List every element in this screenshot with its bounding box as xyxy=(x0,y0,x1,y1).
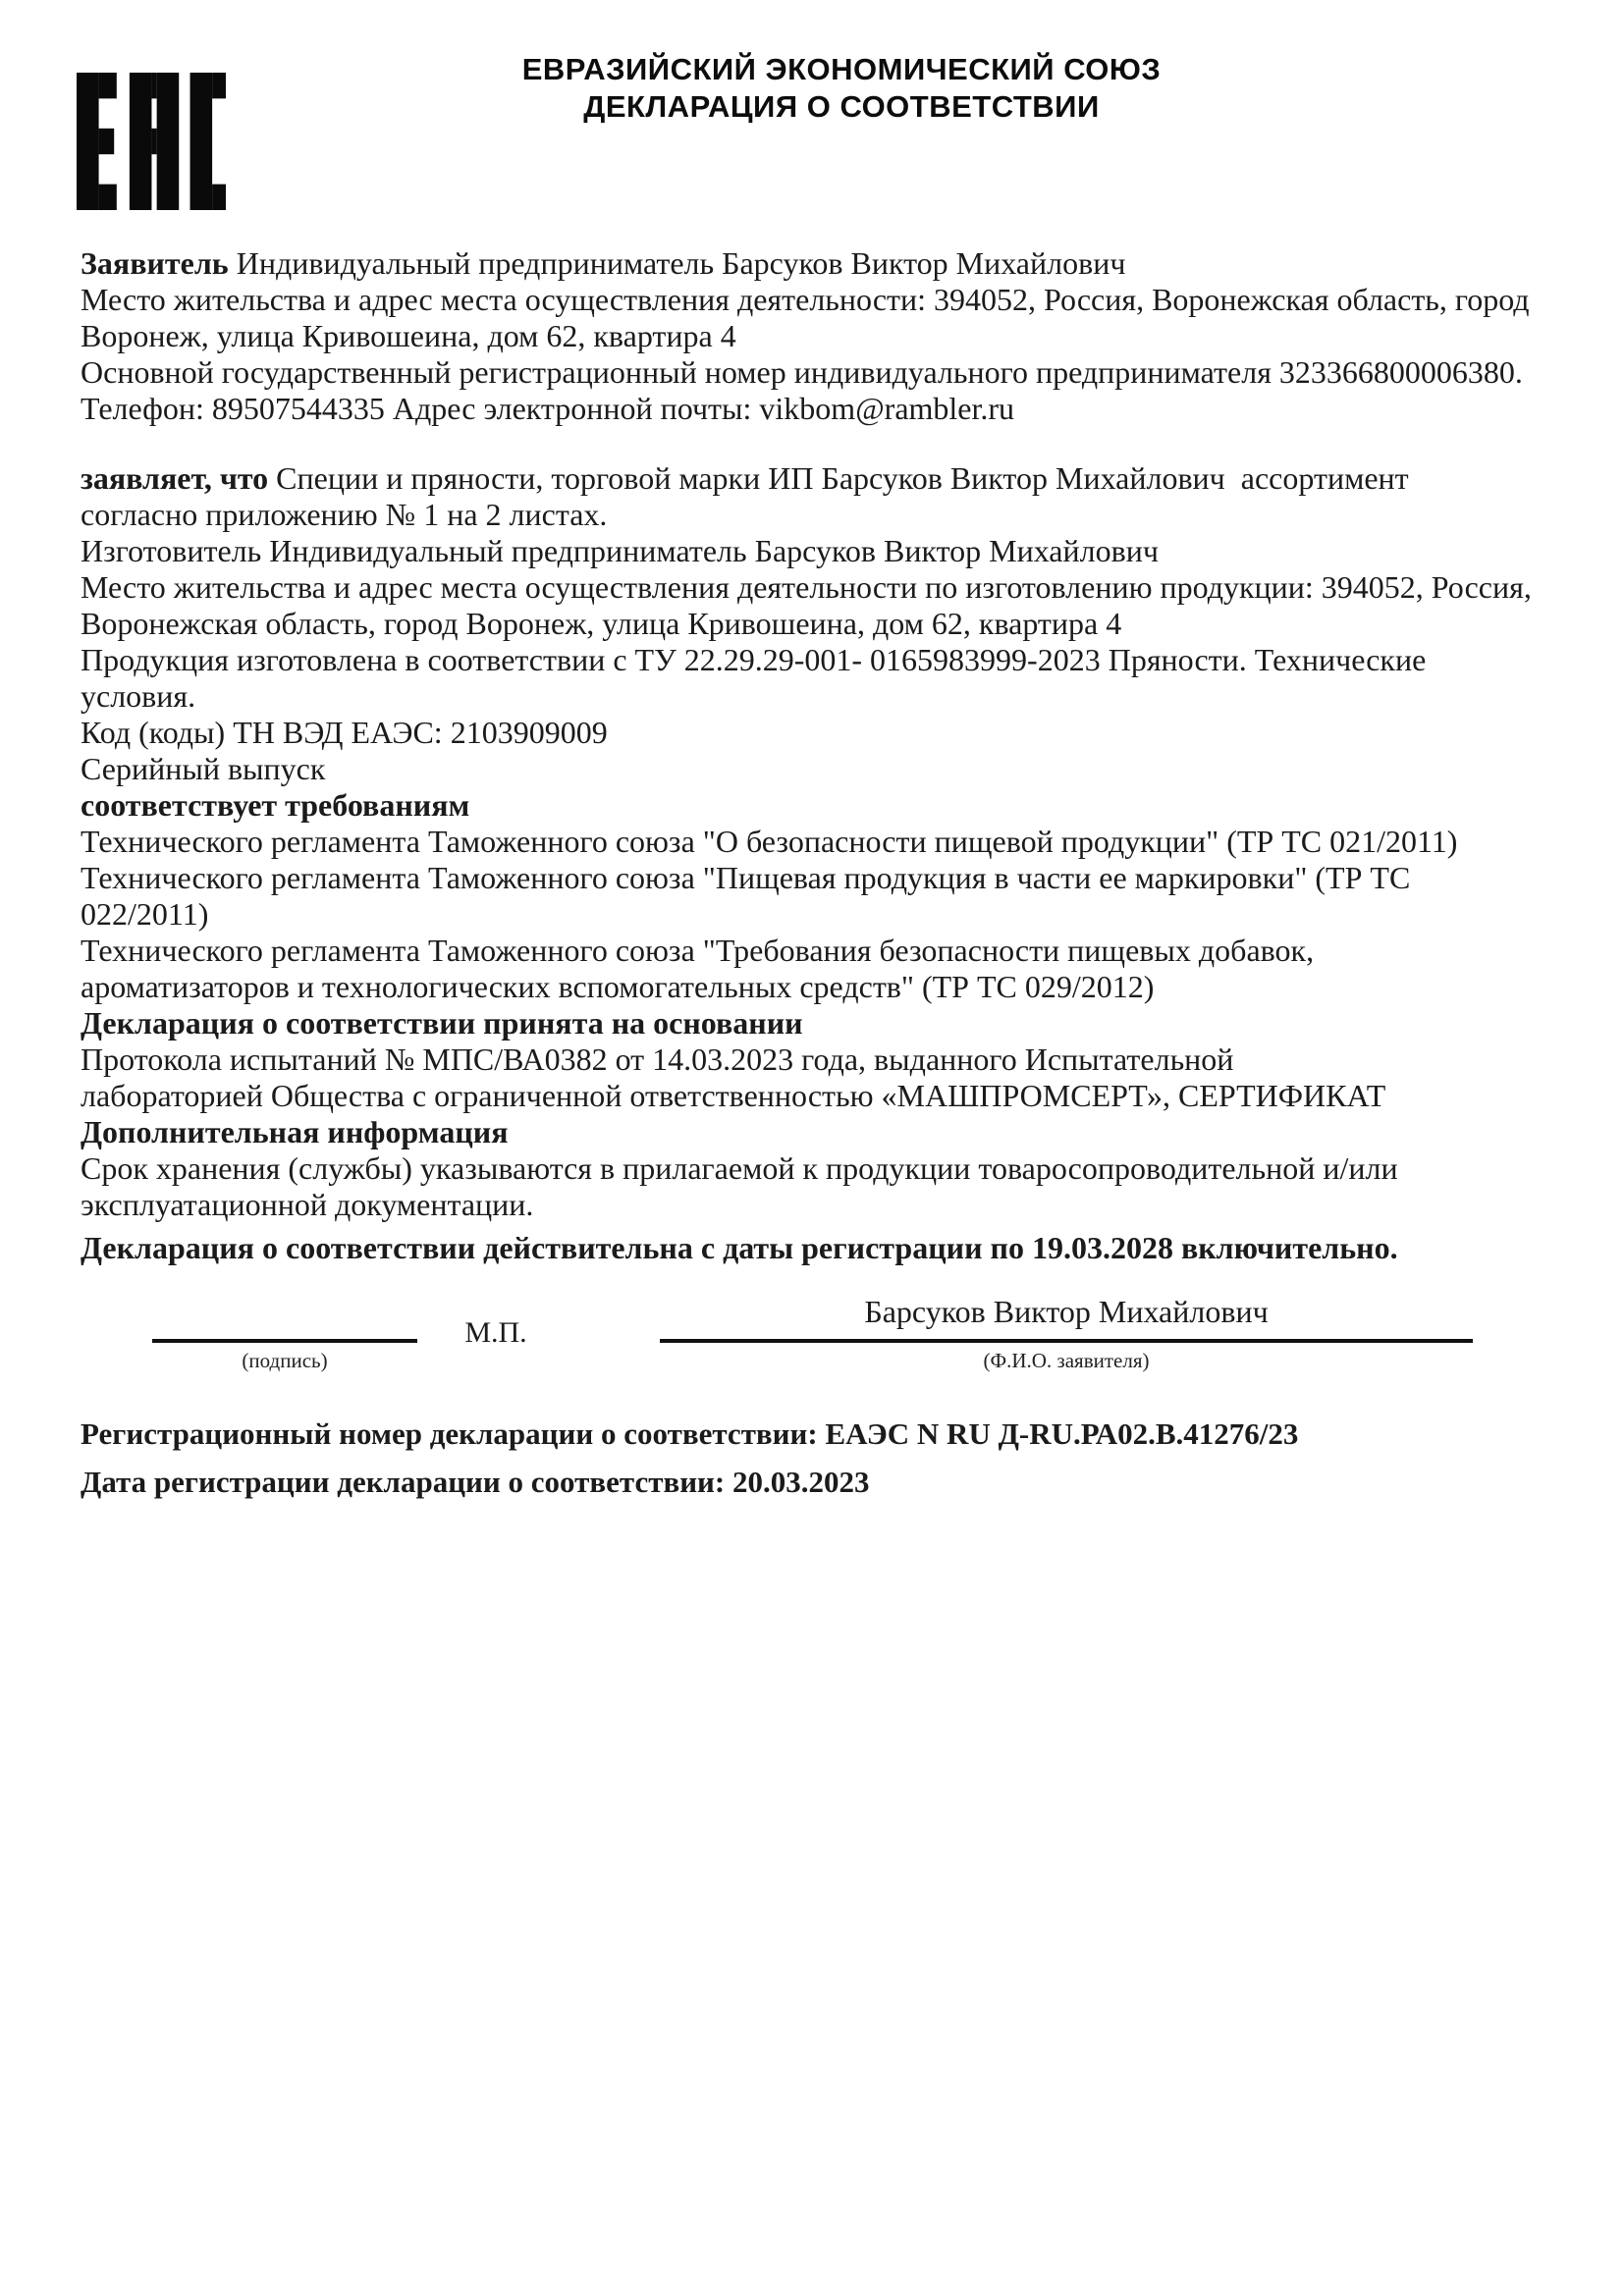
regulation-line-2b: 022/2011) xyxy=(81,896,209,932)
applicant-label: Заявитель xyxy=(81,245,229,281)
registration-date-label: Дата регистрации декларации о соответствии: xyxy=(81,1465,726,1499)
registration-number-line xyxy=(81,1416,1585,1452)
basis-protocol-line-1: Протокола испытаний № МПС/ВА0382 от 14.03.2023 года, выданного Испытательной xyxy=(81,1041,1234,1077)
tu-standard-line-2: условия. xyxy=(81,678,196,714)
eac-logo xyxy=(77,73,226,210)
signature-line xyxy=(152,1339,417,1343)
signer-name-line xyxy=(660,1339,1473,1343)
registration-number-label: Регистрационный номер декларации о соответствии: xyxy=(81,1416,818,1451)
regulation-line-2a: Технического регламента Таможенного союза "Пищевая продукция в части ее маркировки" (ТР ТС xyxy=(81,860,1411,895)
declaration-body-section xyxy=(81,460,1585,1223)
signer-name: Барсуков Виктор Михайлович xyxy=(864,1294,1269,1329)
additional-info-label: Дополнительная информация xyxy=(81,1114,509,1149)
additional-info-line-2: эксплуатационной документации. xyxy=(81,1187,534,1222)
eac-mark-icon xyxy=(77,73,226,210)
tnved-code-line: Код (коды) ТН ВЭД ЕАЭС: 2103909009 xyxy=(81,715,608,750)
applicant-line xyxy=(81,245,1585,282)
product-description: Специи и пряности, торговой марки ИП Барсуков Виктор Михайлович ассортимент xyxy=(276,460,1409,496)
applicant-section xyxy=(81,245,1585,427)
conforms-requirements-label: соответствует требованиям xyxy=(81,787,470,823)
registration-date-value: 20.03.2023 xyxy=(732,1465,870,1499)
stamp-place-label: М.П. xyxy=(464,1316,527,1349)
manufacturer-address-line-1: Место жительства и адрес места осуществления деятельности по изготовлению продукции: 394052, Россия, xyxy=(81,569,1532,605)
title-declaration-line: ДЕКЛАРАЦИЯ О СООТВЕТСТВИИ xyxy=(583,89,1100,124)
applicant-contacts-line: Телефон: 89507544335 Адрес электронной почты: vikbom@rambler.ru xyxy=(81,391,1015,426)
applicant-address-line-1: Место жительства и адрес места осуществления деятельности: 394052, Россия, Воронежская область, город xyxy=(81,282,1530,317)
tu-standard-line-1: Продукция изготовлена в соответствии с ТУ 22.29.29-001- 0165983999-2023 Пряности. Технические xyxy=(81,642,1427,677)
applicant-name: Индивидуальный предприниматель Барсуков Виктор Михайлович xyxy=(236,245,1126,281)
signature-caption: (подпись) xyxy=(242,1349,328,1372)
declares-continuation-line: согласно приложению № 1 на 2 листах. xyxy=(81,497,608,532)
title-union-line: ЕВРАЗИЙСКИЙ ЭКОНОМИЧЕСКИЙ СОЮЗ xyxy=(521,52,1162,86)
basis-label: Декларация о соответствии принята на основании xyxy=(81,1005,803,1041)
registration-number-value: ЕАЭС N RU Д-RU.РА02.В.41276/23 xyxy=(825,1416,1299,1451)
manufacturer-line: Изготовитель Индивидуальный предприниматель Барсуков Виктор Михайлович xyxy=(81,533,1159,568)
additional-info-line-1: Срок хранения (службы) указываются в прилагаемой к продукции товаросопроводительной и/или xyxy=(81,1150,1398,1186)
signer-name-caption: (Ф.И.О. заявителя) xyxy=(983,1349,1150,1372)
serial-release-line: Серийный выпуск xyxy=(81,751,326,786)
regulation-line-3b: ароматизаторов и технологических вспомогательных средств" (ТР ТС 029/2012) xyxy=(81,969,1155,1004)
basis-protocol-line-2: лабораторией Общества с ограниченной ответственностью «МАШПРОМСЕРТ», СЕРТИФИКАТ xyxy=(81,1078,1386,1113)
document-title xyxy=(285,51,1398,126)
manufacturer-address-line-2: Воронежская область, город Воронеж, улица Кривошеина, дом 62, квартира 4 xyxy=(81,606,1122,641)
validity-statement: Декларация о соответствии действительна с даты регистрации по 19.03.2028 включительно. xyxy=(81,1230,1398,1265)
declares-label: заявляет, что xyxy=(81,460,269,496)
registration-date-line xyxy=(81,1465,1585,1500)
declares-line xyxy=(81,460,1585,497)
regulation-line-3a: Технического регламента Таможенного союза "Требования безопасности пищевых добавок, xyxy=(81,933,1315,968)
applicant-address-line-2: Воронеж, улица Кривошеина, дом 62, квартира 4 xyxy=(81,318,736,353)
regulation-line-1: Технического регламента Таможенного союза "О безопасности пищевой продукции" (ТР ТС 021/2011) xyxy=(81,824,1458,859)
applicant-ogrn-line: Основной государственный регистрационный номер индивидуального предпринимателя 323366800006380. xyxy=(81,354,1523,390)
